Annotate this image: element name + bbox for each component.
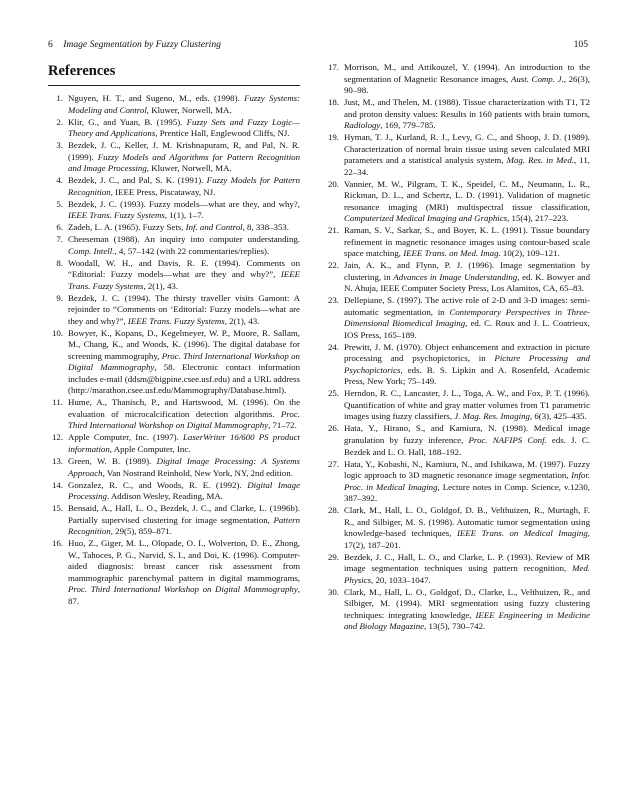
reference-text: , 2(1), 43.	[224, 315, 260, 326]
reference-source-italic: Inf. and Control	[185, 222, 243, 233]
reference-text: , ed. K. Bowyer and N. Ahuja, IEEE Computer Society Press, Los Alamitos, CA, 65–83.	[344, 271, 591, 294]
reference-item	[324, 552, 590, 587]
reference-text: , 20, 1033–1047.	[371, 574, 431, 585]
running-header-left	[48, 38, 221, 52]
reference-source-italic: J. Mag. Res. Imaging	[454, 411, 530, 422]
reference-text: Bezdek, J. C., Hall, L. O., and Clarke, L. P. (1993). Review of MR image segmentation techniques using pattern recognition,	[344, 551, 590, 574]
reference-text: Bezdek, J. C. (1993). Fuzzy models—what are they, and why?,	[68, 198, 300, 209]
reference-item	[48, 234, 300, 257]
reference-text: Morrison, M., and Attikouzel, Y. (1994). An introduction to the segmentation of Magnetic Resonance images,	[344, 62, 590, 84]
reference-source-italic: Proc. Third International Workshop on Digital Mammography	[68, 350, 300, 373]
reference-number: 24.	[327, 341, 339, 352]
reference-text: , 169, 779–785.	[380, 120, 436, 131]
reference-item	[324, 260, 590, 295]
reference-text: Nguyen, H. T., and Sugeno, M., eds. (1998).	[68, 93, 245, 103]
reference-item	[324, 342, 590, 388]
reference-item	[48, 328, 300, 397]
reference-number: 1.	[56, 93, 63, 103]
reference-text: , Lecture notes in Comp. Science, v.1230, 387–392.	[344, 481, 590, 504]
reference-text: , 4, 57–142 (with 22 commentaries/replies).	[114, 245, 270, 256]
reference-item	[48, 199, 300, 222]
reference-number: 17.	[327, 62, 339, 72]
reference-item	[324, 132, 590, 178]
reference-text: Raman, S. V., Sarkar, S., and Boyer, K. L. (1991). Tissue boundary refinement in magnetic resonance images using contour-based scale space matching,	[344, 225, 590, 259]
reference-text: Huo, Z., Giger, M. L., Olopade, O. I., Wolverton, D. E., Zhong, W., Tahoces, P. G., Narvid, S. I., and Doi, K. (1996). Computer-aided diagnosis: breast cancer risk assessment from mammographic parenchymal pattern in digital mammograms,	[68, 538, 300, 583]
reference-number: 12.	[51, 432, 63, 443]
reference-text: Cheeseman (1988). An inquiry into computer understanding.	[68, 234, 300, 245]
reference-item	[324, 388, 590, 423]
reference-item	[48, 258, 300, 293]
reference-source-italic: Aust. Comp. J	[510, 73, 562, 84]
reference-text: , 17(2), 187–201.	[344, 528, 590, 550]
reference-text: Bezdek, J. C. (1994). The thirsty traveller visits Gamont: A rejoinder to “Comments on ‘Editorial: Fuzzy models—what are they and why?”,	[68, 292, 300, 326]
reference-number: 15.	[51, 503, 63, 514]
reference-number: 25.	[327, 388, 339, 399]
reference-source-italic: Fuzzy Models for Pattern Recognition	[68, 175, 300, 197]
reference-text: Vannier, M. W., Pilgram, T. K., Speidel, C. M., Neumann, L. R., Rickman, D. L., and Schertz, L. D. (1991). Validation of magnetic resonance imaging (MRI) multispectral tissue classification,	[344, 178, 590, 212]
reference-number: 8.	[56, 257, 63, 268]
reference-text: Dellepiane, S. (1997). The active role of 2-D and 3-D images: semi-automatic segmentation, in	[344, 295, 590, 317]
reference-text: Gonzalez, R. C., and Woods, R. E. (1992).	[68, 479, 248, 490]
reference-number: 3.	[56, 140, 63, 151]
reference-number: 10.	[51, 327, 63, 338]
left-column	[48, 62, 300, 608]
reference-source-italic: Contemporary Perspectives in Three-Dimensional Biomedical Imaging	[344, 306, 590, 329]
running-header	[48, 38, 588, 52]
reference-text: Hyman, T. J., Kurland, R. J., Levy, G. C., and Shoop, J. D. (1989). Characterization of normal brain tissue using seven calculated MRI parameters and a statistical analysis system,	[344, 132, 590, 166]
reference-source-italic: LaserWriter 16/600 PS product information	[68, 432, 300, 454]
reference-text: Bezdek, J. C., and Pal, S. K. (1991).	[68, 175, 207, 186]
reference-source-italic: IEEE Trans. on Medical Imaging	[456, 528, 588, 539]
reference-text: eds. J. C. Bezdek and L. O. Hall, 188–192.	[344, 435, 590, 457]
reference-item	[48, 117, 300, 140]
reference-item	[324, 459, 590, 505]
reference-item	[324, 505, 590, 551]
reference-number: 18.	[327, 97, 339, 108]
reference-source-italic: Fuzzy Models and Algorithms for Pattern Recognition and Image Processing	[68, 151, 301, 174]
reference-source-italic: Pattern Recognition	[68, 514, 300, 537]
chapter-title: Image Segmentation by Fuzzy Clustering	[63, 39, 221, 50]
reference-source-italic: Fuzzy Systems: Modeling and Control	[68, 93, 300, 115]
reference-text: Prewitt, J. M. (1970). Object enhancement and extraction in picture processing and psychopictorics, in	[344, 341, 590, 364]
reference-text: , Prentice Hall, Englewood Cliffs, NJ.	[155, 128, 290, 139]
reference-item	[48, 456, 300, 479]
reference-source-italic: Advances in Image Understanding	[393, 271, 518, 282]
reference-number: 14.	[51, 479, 63, 490]
reference-text: Just, M., and Thelen, M. (1988). Tissue characterization with T1, T2 and proton density values: Results in 160 patients with brain tumors,	[344, 97, 590, 119]
reference-text: Klir, G., and Yuan, B. (1995).	[68, 116, 187, 127]
reference-text: , eds. B. S. Lipkin and A. Rosenfeld, Academic Press, New York; 75–149.	[344, 364, 590, 387]
reference-source-italic: Proc. Third International Workshop on Digital Mammography	[68, 408, 300, 431]
reference-number: 13.	[51, 455, 63, 466]
reference-text: , 11, 22–34.	[344, 155, 591, 177]
reference-number: 6.	[56, 222, 63, 233]
reference-source-italic: Computerized Medical Imaging and Graphics	[344, 213, 508, 224]
reference-source-italic: IEEE Engineering in Medicine and Biology Magazine	[344, 609, 590, 632]
reference-text: , 29(5), 859–871.	[110, 526, 172, 537]
right-column	[324, 62, 590, 633]
reference-text: Zadeh, L. A. (1965). Fuzzy Sets,	[68, 222, 186, 233]
reference-text: Hume, A., Thanisch, P., and Hartswood, M. (1996). On the evaluation of microcalcification detection algorithms.	[68, 397, 300, 419]
reference-number: 28.	[327, 505, 339, 516]
reference-text: , IEEE Press, Piscataway, NJ.	[110, 186, 216, 197]
reference-text: , 6(3), 425–435.	[529, 411, 587, 422]
reference-number: 29.	[327, 551, 339, 562]
reference-text: , Van Nostrand Reinhold, New York, NY, 2nd edition.	[102, 467, 293, 478]
reference-text: , 8, 338–353.	[242, 222, 290, 233]
reference-source-italic: Digital Image Processing: A Systems Approach	[68, 455, 300, 478]
reference-source-italic: IEEE Trans. Fuzzy Systems	[68, 269, 300, 291]
reference-source-italic: IEEE Trans. Fuzzy Systems	[68, 210, 165, 221]
reference-number: 27.	[327, 458, 339, 469]
reference-item	[324, 587, 590, 633]
reference-source-italic: Digital Image Processing	[68, 479, 300, 502]
reference-text: , Kluwer, Norwell, MA.	[146, 163, 232, 174]
reference-item	[324, 62, 590, 97]
reference-text: Herndon, R. C., Lancaster, J. L., Toga, A. W., and Fox, P. T. (1996). Quantification of white and gray matter volumes from T1 parametric images using fuzzy classifiers,	[344, 388, 590, 422]
reference-number: 19.	[327, 132, 339, 143]
reference-item	[48, 175, 300, 198]
reference-number: 5.	[56, 198, 63, 209]
reference-number: 21.	[327, 225, 339, 236]
reference-text: , Apple Computer, Inc.	[109, 443, 191, 454]
reference-text: . Addison Wesley, Reading, MA.	[106, 491, 223, 502]
reference-source-italic: Infor. Proc. in Medical Imaging	[344, 470, 590, 492]
reference-text: , 71–72.	[268, 420, 297, 431]
chapter-number: 6	[48, 39, 53, 50]
reference-item	[48, 93, 300, 116]
reference-item	[48, 538, 300, 607]
reference-text: , 2(1), 43.	[143, 280, 179, 291]
reference-number: 20.	[327, 178, 339, 189]
reference-source-italic: Mag. Res. in Med.	[506, 155, 574, 166]
reference-number: 23.	[327, 295, 339, 306]
reference-number: 2.	[56, 116, 63, 127]
reference-text: Apple Computer, Inc. (1997).	[68, 432, 184, 443]
reference-text: Hata, Y., Kobashi, N., Kamiura, N., and Ishikawa, M. (1997). Fuzzy logic approach to 3D magnetic resonance image segmentation,	[344, 458, 590, 481]
reference-item	[324, 97, 590, 132]
reference-source-italic: IEEE Trans. Fuzzy Systems	[127, 315, 225, 326]
reference-number: 30.	[327, 586, 339, 597]
reference-number: 16.	[51, 538, 63, 549]
reference-item	[324, 179, 590, 225]
reference-item	[48, 293, 300, 328]
reference-text: Bezdek, J. C., Keller, J. M. Krishnapuram, R, and Pal, N. R. (1999).	[68, 140, 300, 162]
reference-text: , 13(5), 730–742.	[424, 621, 486, 632]
reference-source-italic: Fuzzy Sets and Fuzzy Logic—Theory and Applications	[68, 116, 300, 139]
section-title: References	[48, 62, 300, 86]
reference-text: Bensaid, A., Hall, L. O., Bezdek, J. C., and Clarke, L. (1996b). Partially supervised clustering for image segmentation,	[68, 503, 300, 525]
reference-source-italic: Proc. NAFIPS Conf.	[468, 435, 547, 445]
reference-text: , 15(4), 217–223.	[507, 213, 569, 224]
reference-item	[48, 222, 300, 234]
reference-source-italic: Comp. Intell.	[68, 245, 115, 256]
reference-number: 4.	[56, 175, 63, 186]
reference-text: , 58. Electronic contact information includes e-mail (ddsm@bigpine.csee.usf.edu) and a URL address (http://marathon.csee.usf.edu/Mammography/Database.html).	[68, 362, 301, 396]
reference-item	[324, 295, 590, 341]
reference-text: Bowyer, K., Kopans, D., Kegelmeyer, W. P., Moore, R. Sallam, M., Chang, K., and Woods, K. (1996). The digital database for screening mammography,	[68, 327, 300, 361]
reference-text: , ed. C. Roux and J. L. Coatrieux, IOS Press, 165–189.	[344, 318, 591, 340]
reference-number: 9.	[56, 292, 63, 303]
reference-item	[48, 480, 300, 503]
reference-number: 7.	[56, 234, 63, 245]
reference-item	[48, 397, 300, 432]
reference-source-italic: Radiology	[344, 120, 381, 131]
reference-source-italic: IEEE Trans. on Med. Imag.	[403, 248, 501, 259]
reference-number: 22.	[327, 260, 339, 271]
reference-number: 26.	[327, 423, 339, 434]
reference-number: 11.	[52, 397, 63, 408]
reference-text: Green, W. B. (1989).	[68, 455, 157, 466]
reference-item	[48, 432, 300, 455]
reference-text: , Kluwer, Norwell, MA.	[146, 104, 232, 115]
reference-source-italic: Proc. Third International Workshop on Digital Mammography	[68, 584, 298, 595]
page-number: 105	[573, 39, 588, 50]
reference-item	[48, 503, 300, 538]
reference-item	[48, 140, 300, 175]
reference-text: Clark, M., Hall, L. O., Goldgof, D., Clarke, L., Velthuizen, R., and Silbiger, M. (1994). MRI segmentation using fuzzy clustering techniques: integrating knowledge,	[344, 586, 590, 620]
reference-source-italic: Med. Physics	[344, 563, 590, 585]
reference-text: , 87.	[68, 584, 300, 606]
reference-text: Clark, M., Hall, L. O., Goldgof, D. B., Velthuizen, R., Murtagh, F. R., and Silbiger, M. S. (1998). Automatic tumor segmentation using knowledge-based techniques,	[344, 505, 590, 539]
reference-item	[324, 423, 590, 458]
reference-text: Woodall, W. H., and Davis, R. E. (1994). Comments on “Editorial: Fuzzy models—what are they and why?”,	[68, 257, 300, 280]
reference-text: 10(2), 109–121.	[500, 248, 560, 259]
reference-text: ., 26(3), 90–98.	[344, 73, 590, 96]
reference-source-italic: Picture Processing and Psychopictorics	[344, 353, 590, 375]
reference-text: Jain, A. K., and Flynn, P. J. (1996). Image segmentation by clustering, in	[344, 260, 590, 282]
reference-item	[324, 225, 590, 260]
reference-text: , 1(1), 1–7.	[164, 210, 204, 221]
reference-text: Hata, Y., Hirano, S., and Kamiura, N. (1998). Medical image granulation by fuzzy inference,	[344, 423, 590, 445]
